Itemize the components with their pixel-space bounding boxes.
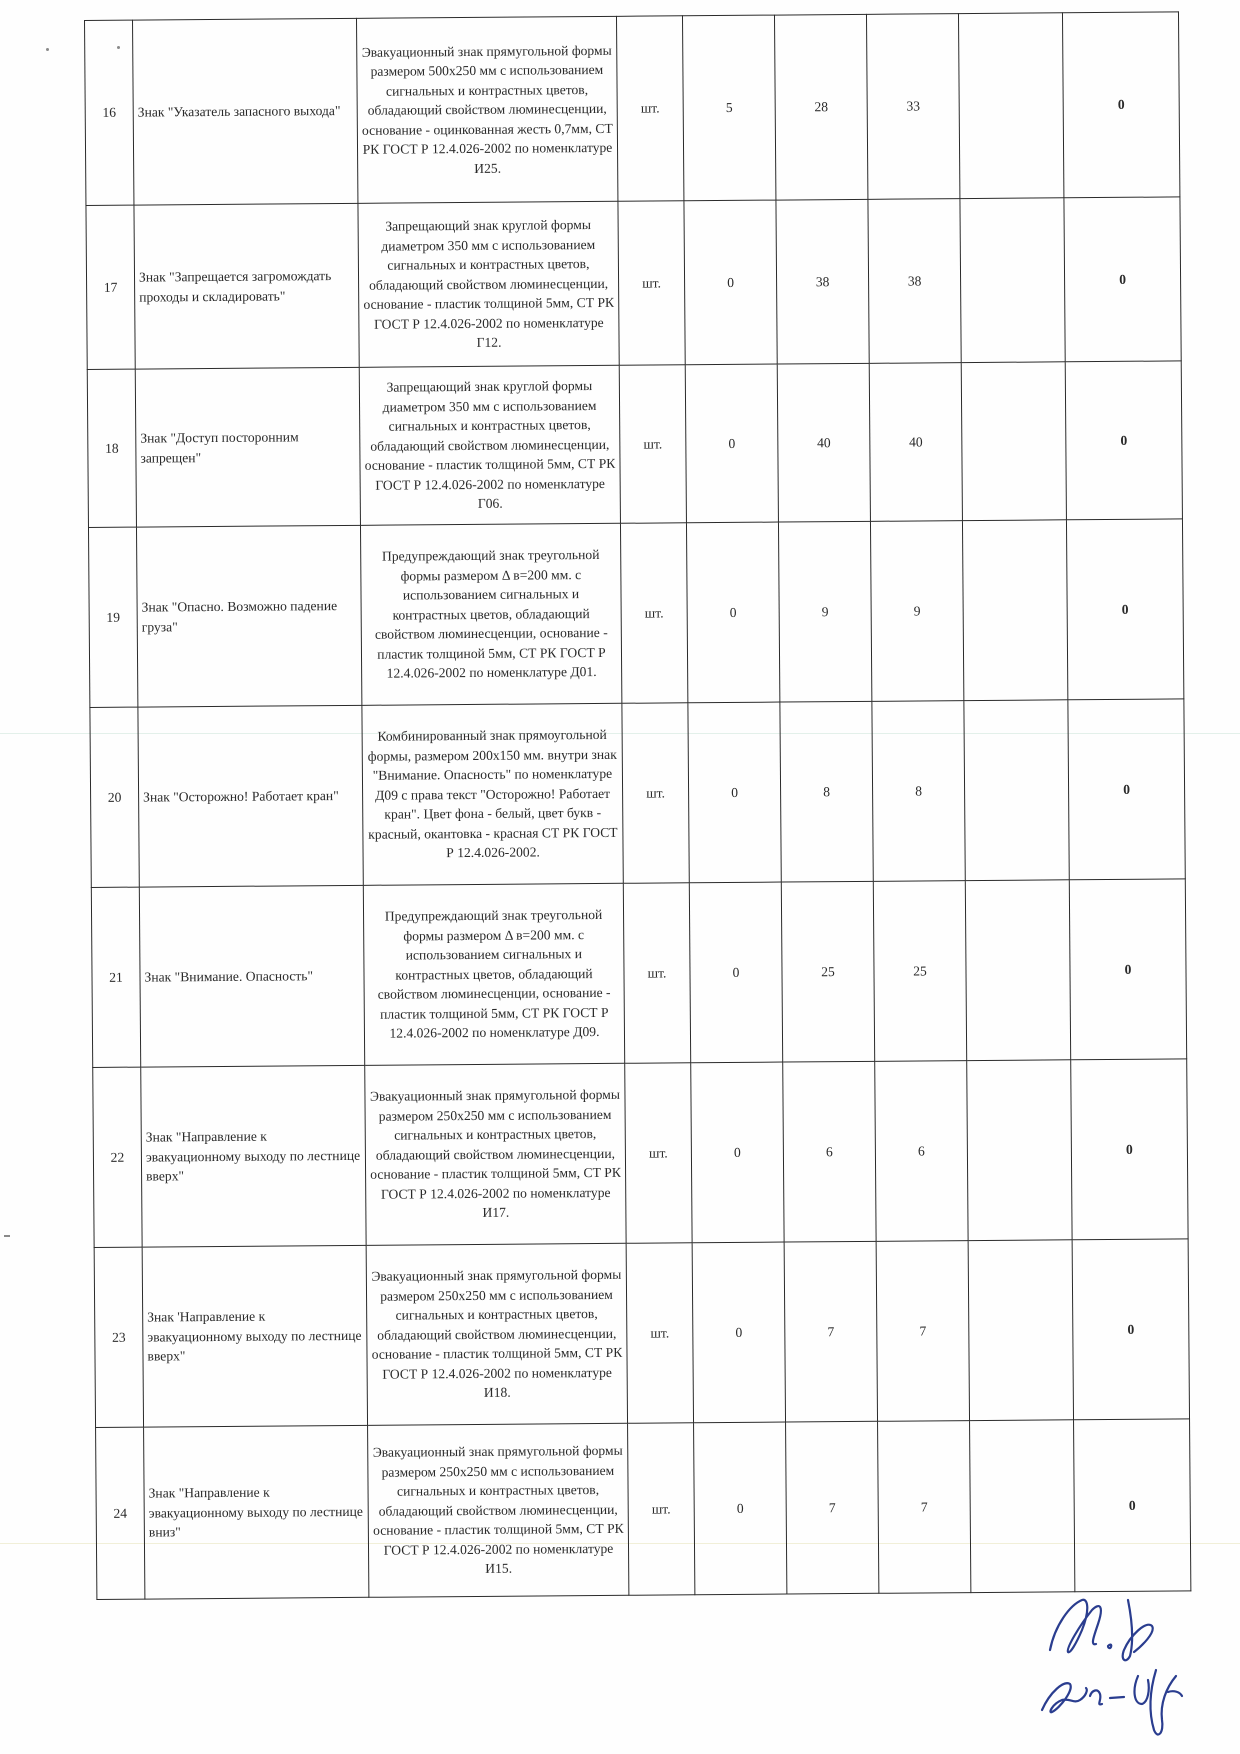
empty-cell — [965, 880, 1070, 1061]
unit-of-measure: шт. — [619, 365, 686, 524]
quantity-col-3: 38 — [868, 199, 961, 364]
empty-cell — [961, 362, 1066, 521]
unit-of-measure: шт. — [616, 16, 683, 202]
specification-table — [84, 11, 1191, 1600]
row-number: 21 — [91, 887, 140, 1067]
item-description: Предупреждающий знак треугольной формы размером Δ в=200 мм. с использованием сигнальных и контрастных цветов, обладающий свойством люминесценции, основание - пластик толщиной 5мм, СТ РК ГОСТ Р 12.4.026-2002 по номенклатуре Д09. — [363, 883, 624, 1065]
table-row — [88, 519, 1183, 708]
table-row — [90, 699, 1185, 888]
quantity-total: 0 — [1065, 361, 1182, 520]
item-description: Эвакуационный знак прямугольной формы размером 500х250 мм с использованием сигнальных и контрастных цветов, обладающий свойством люминесценции, основание - оцинкованная жесть 0,7мм, СТ РК ГОСТ Р 12.4.026-2002 по номенклатуре И25. — [356, 16, 617, 203]
empty-cell — [967, 1060, 1072, 1241]
unit-of-measure: шт. — [625, 1063, 692, 1244]
row-number: 24 — [96, 1427, 145, 1599]
empty-cell — [958, 13, 1063, 199]
quantity-total: 0 — [1064, 197, 1181, 362]
item-name: Знак 'Направление к эвакуационному выходу по лестнице вверх" — [142, 1245, 367, 1427]
item-description: Запрещающий знак круглой формы диаметром 350 мм с использованием сигнальных и контрастных цветов, обладающий свойством люминесценции, основание - пластик толщиной 5мм, СТ РК ГОСТ Р 12.4.026-2002 по номенклатуре Г06. — [359, 365, 620, 525]
quantity-total: 0 — [1071, 1059, 1188, 1240]
quantity-col-2: 9 — [778, 521, 871, 702]
quantity-col-2: 28 — [774, 14, 867, 200]
table-row — [94, 1239, 1189, 1428]
unit-of-measure: шт. — [626, 1243, 693, 1424]
unit-of-measure: шт. — [622, 703, 689, 884]
empty-cell — [964, 700, 1069, 881]
item-description: Эвакуационный знак прямугольной формы размером 250х250 мм с использованием сигнальных и контрастных цветов, обладающий свойством люминесценции, основание - пластик толщиной 5мм, СТ РК ГОСТ Р 12.4.026-2002 по номенклатуре И18. — [366, 1243, 627, 1425]
quantity-col-3: 7 — [876, 1241, 969, 1422]
quantity-col-1: 0 — [694, 1422, 787, 1595]
table-row — [96, 1419, 1191, 1600]
quantity-col-1: 0 — [684, 200, 777, 365]
table-row — [87, 361, 1182, 528]
item-description: Комбинированный знак прямоугольной формы, размером 200х150 мм. внутри знак "Внимание. Опасность" по номенклатуре Д09 с права текст "Осторожно! Работает кран". Цвет фона - белый, цвет букв - красный, окантовка - красная СТ РК ГОСТ Р 12.4.026-2002. — [362, 703, 623, 885]
quantity-col-2: 7 — [784, 1241, 877, 1422]
quantity-total: 0 — [1066, 519, 1183, 700]
quantity-col-3: 6 — [875, 1061, 968, 1242]
quantity-total: 0 — [1068, 699, 1185, 880]
quantity-col-1: 0 — [686, 522, 779, 703]
handwritten-signature — [1030, 1580, 1200, 1745]
item-name: Знак "Направление к эвакуационному выходу по лестнице вверх" — [141, 1065, 366, 1247]
item-description: Эвакуационный знак прямугольной формы размером 250х250 мм с использованием сигнальных и контрастных цветов, обладающий свойством люминесценции, основание - пластик толщиной 5мм, СТ РК ГОСТ Р 12.4.026-2002 по номенклатуре И17. — [365, 1063, 626, 1245]
unit-of-measure: шт. — [620, 523, 687, 704]
quantity-col-2: 40 — [777, 363, 870, 522]
empty-cell — [962, 520, 1067, 701]
quantity-total: 0 — [1069, 879, 1186, 1060]
scan-speck — [46, 48, 49, 51]
row-number: 16 — [85, 20, 134, 205]
quantity-col-3: 40 — [869, 363, 962, 522]
table-body — [85, 12, 1191, 1600]
empty-cell — [968, 1240, 1073, 1421]
unit-of-measure: шт. — [628, 1423, 695, 1596]
quantity-col-3: 7 — [878, 1421, 971, 1594]
quantity-col-2: 7 — [786, 1421, 879, 1594]
quantity-col-1: 0 — [689, 882, 782, 1063]
table-row — [86, 197, 1181, 370]
row-number: 20 — [90, 707, 139, 887]
quantity-col-2: 38 — [776, 199, 869, 364]
item-name: Знак "Запрещается загромождать проходы и складировать" — [134, 203, 359, 369]
quantity-col-2: 8 — [780, 701, 873, 882]
item-name: Знак "Опасно. Возможно падение груза" — [136, 525, 361, 707]
item-name: Знак "Осторожно! Работает кран" — [138, 705, 363, 887]
quantity-col-1: 5 — [682, 15, 775, 201]
table-row — [93, 1059, 1188, 1248]
quantity-col-1: 0 — [688, 702, 781, 883]
empty-cell — [970, 1420, 1075, 1593]
quantity-col-1: 0 — [685, 364, 778, 523]
scan-speck — [4, 1235, 10, 1237]
table-row — [91, 879, 1186, 1068]
item-name: Знак "Доступ посторонним запрещен" — [135, 367, 360, 527]
row-number: 19 — [88, 527, 137, 707]
unit-of-measure: шт. — [618, 201, 685, 366]
row-number: 18 — [87, 369, 136, 527]
quantity-col-2: 25 — [781, 881, 874, 1062]
empty-cell — [960, 198, 1065, 363]
item-description: Предупреждающий знак треугольной формы размером Δ в=200 мм. с использованием сигнальных и контрастных цветов, обладающий свойством люминесценции, основание - пластик толщиной 5мм, СТ РК ГОСТ Р 12.4.026-2002 по номенклатуре Д01. — [360, 523, 621, 705]
item-description: Запрещающий знак круглой формы диаметром 350 мм с использованием сигнальных и контрастных цветов, обладающий свойством люминесценции, основание - пластик толщиной 5мм, СТ РК ГОСТ Р 12.4.026-2002 по номенклатуре Г12. — [358, 201, 619, 367]
quantity-total: 0 — [1062, 12, 1179, 198]
item-description: Эвакуационный знак прямугольной формы размером 250х250 мм с использованием сигнальных и контрастных цветов, обладающий свойством люминесценции, основание - пластик толщиной 5мм, СТ РК ГОСТ Р 12.4.026-2002 по номенклатуре И15. — [368, 1423, 629, 1597]
row-number: 23 — [94, 1247, 143, 1427]
item-name: Знак "Направление к эвакуационному выходу по лестнице вниз" — [144, 1425, 369, 1599]
quantity-total: 0 — [1072, 1239, 1189, 1420]
table-row — [85, 12, 1180, 206]
specification-table-wrapper — [84, 11, 1190, 1600]
unit-of-measure: шт. — [623, 883, 690, 1064]
quantity-total: 0 — [1074, 1419, 1191, 1592]
quantity-col-3: 8 — [872, 701, 965, 882]
quantity-col-1: 0 — [691, 1062, 784, 1243]
quantity-col-3: 33 — [866, 14, 959, 200]
quantity-col-3: 9 — [870, 521, 963, 702]
quantity-col-3: 25 — [873, 881, 966, 1062]
item-name: Знак "Внимание. Опасность" — [139, 885, 364, 1067]
quantity-col-2: 6 — [783, 1061, 876, 1242]
row-number: 22 — [93, 1067, 142, 1247]
item-name: Знак "Указатель запасного выхода" — [133, 18, 358, 205]
row-number: 17 — [86, 205, 135, 369]
quantity-col-1: 0 — [692, 1242, 785, 1423]
